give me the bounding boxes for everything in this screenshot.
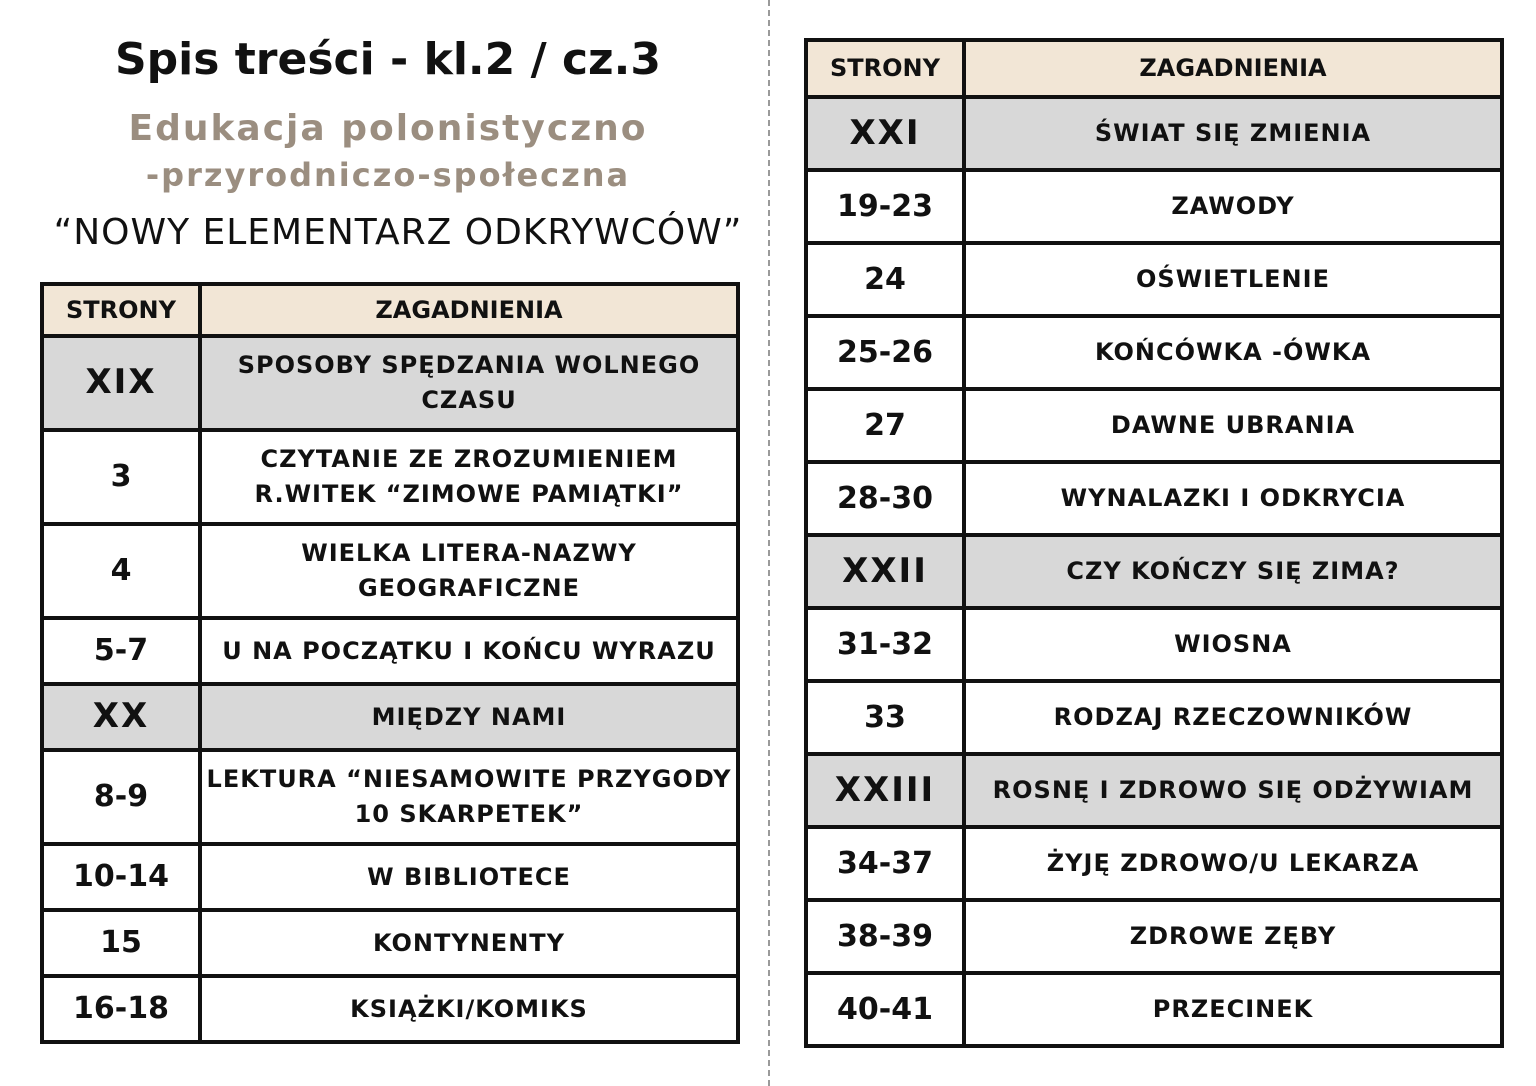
section-row [42,684,738,750]
contents-table-left [40,282,740,1044]
table-row [806,462,1502,535]
table-row [806,900,1502,973]
topic-cell: U NA POCZĄTKU I KOŃCU WYRAZU [200,618,738,684]
topic-cell: W BIBLIOTECE [200,844,738,910]
column-header-pages: STRONY [806,40,964,97]
table-row [42,618,738,684]
topic-cell: SPOSOBY SPĘDZANIA WOLNEGO CZASU [200,336,738,430]
table-row [42,430,738,524]
topic-cell: ROSNĘ I ZDROWO SIĘ ODŻYWIAM [964,754,1502,827]
topic-cell: CZY KOŃCZY SIĘ ZIMA? [964,535,1502,608]
pages-cell: XIX [42,336,200,430]
table-row [42,910,738,976]
topic-cell: MIĘDZY NAMI [200,684,738,750]
table-row [806,608,1502,681]
column-header-topics: ZAGADNIENIA [200,284,738,336]
table-row [806,170,1502,243]
subject-subtitle-line2: -przyrodniczo-społeczna [145,156,631,194]
pages-cell: XXI [806,97,964,170]
topic-cell: WIELKA LITERA-NAZWY GEOGRAFICZNE [200,524,738,618]
topic-cell: ŚWIAT SIĘ ZMIENIA [964,97,1502,170]
topic-cell: OŚWIETLENIE [964,243,1502,316]
table-row [806,973,1502,1046]
section-row [42,336,738,430]
topic-cell: RODZAJ RZECZOWNIKÓW [964,681,1502,754]
contents-table-right [804,38,1504,1048]
table-row [42,750,738,844]
topic-cell: KSIĄŻKI/KOMIKS [200,976,738,1042]
pages-cell: 3 [42,430,200,524]
table-row [806,827,1502,900]
topic-cell: KONTYNENTY [200,910,738,976]
pages-cell: 16-18 [42,976,200,1042]
topic-cell: ŻYJĘ ZDROWO/U LEKARZA [964,827,1502,900]
topic-cell: DAWNE UBRANIA [964,389,1502,462]
section-row [806,754,1502,827]
pages-cell: 40-41 [806,973,964,1046]
table-row [42,976,738,1042]
table-header-row [42,284,738,336]
subject-subtitle-line1: Edukacja polonistyczno [128,108,648,149]
page-title: Spis treści - kl.2 / cz.3 [114,34,661,85]
pages-cell: 24 [806,243,964,316]
topic-cell: WYNALAZKI I ODKRYCIA [964,462,1502,535]
pages-cell: 28-30 [806,462,964,535]
pages-cell: 19-23 [806,170,964,243]
pages-cell: XXII [806,535,964,608]
table-row [806,681,1502,754]
table-header-row [806,40,1502,97]
section-row [806,97,1502,170]
pages-cell: 15 [42,910,200,976]
topic-cell: WIOSNA [964,608,1502,681]
table-row [42,844,738,910]
table-row [806,389,1502,462]
pages-cell: 33 [806,681,964,754]
column-header-pages: STRONY [42,284,200,336]
topic-cell: ZDROWE ZĘBY [964,900,1502,973]
pages-cell: 38-39 [806,900,964,973]
table-row [806,316,1502,389]
column-header-topics: ZAGADNIENIA [964,40,1502,97]
topic-cell: KOŃCÓWKA -ÓWKA [964,316,1502,389]
pages-cell: 27 [806,389,964,462]
pages-cell: 5-7 [42,618,200,684]
topic-cell: PRZECINEK [964,973,1502,1046]
pages-cell: 4 [42,524,200,618]
table-row [42,524,738,618]
pages-cell: 10-14 [42,844,200,910]
topic-cell: LEKTURA “NIESAMOWITE PRZYGODY 10 SKARPETEK” [200,750,738,844]
pages-cell: 8-9 [42,750,200,844]
book-title: “NOWY ELEMENTARZ ODKRYWCÓW” [53,212,743,253]
pages-cell: XX [42,684,200,750]
topic-cell: CZYTANIE ZE ZROZUMIENIEM R.WITEK “ZIMOWE PAMIĄTKI” [200,430,738,524]
table-row [806,243,1502,316]
page-divider [768,0,770,1086]
pages-cell: 25-26 [806,316,964,389]
section-row [806,535,1502,608]
pages-cell: 31-32 [806,608,964,681]
topic-cell: ZAWODY [964,170,1502,243]
pages-cell: XXIII [806,754,964,827]
pages-cell: 34-37 [806,827,964,900]
